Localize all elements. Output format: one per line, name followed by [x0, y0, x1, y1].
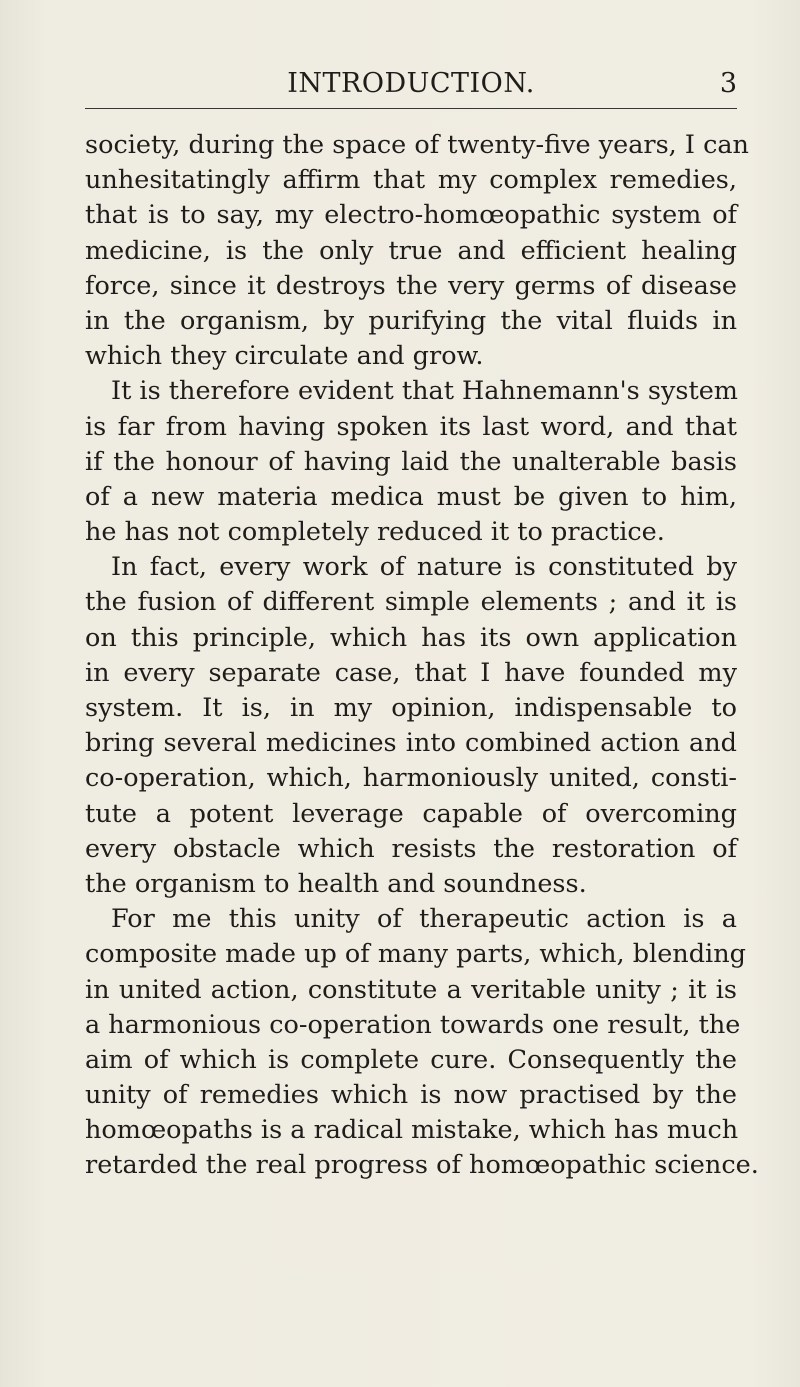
text-line: on this principle, which has its own application [85, 622, 737, 653]
header-rule [85, 108, 737, 109]
body-text [85, 128, 759, 1184]
text-line: the fusion of different simple elements ; and it is [85, 587, 737, 618]
text-line: co-operation, which, harmoniously united, consti- [85, 763, 737, 794]
text-line: every obstacle which resists the restoration of [85, 833, 737, 864]
text-line: unity of remedies which is now practised by the [85, 1080, 737, 1111]
text-line: a harmonious co-operation towards one result, the [85, 1009, 741, 1040]
text-line: the organism to health and soundness. [85, 868, 587, 899]
text-line: homœopaths is a radical mistake, which has much [85, 1115, 739, 1146]
paragraph-3 [85, 550, 737, 902]
text-line: tute a potent leverage capable of overcoming [85, 798, 737, 829]
text-line: in every separate case, that I have founded my [85, 657, 737, 688]
text-line: society, during the space of twenty-five years, I can [85, 130, 749, 160]
text-line: that is to say, my electro-homœopathic system of [85, 200, 737, 231]
text-line: aim of which is complete cure. Consequently the [85, 1044, 737, 1075]
running-head [85, 64, 737, 104]
text-line: retarded the real progress of homœopathic science. [85, 1150, 759, 1181]
text-line: In fact, every work of nature is constituted by [111, 552, 737, 583]
text-line: if the honour of having laid the unalterable basis [85, 446, 737, 477]
text-line: force, since it destroys the very germs of disease [85, 270, 737, 301]
text-line: which they circulate and grow. [85, 341, 484, 372]
text-line: of a new materia medica must be given to him, [85, 481, 737, 512]
text-line: he has not completely reduced it to practice. [85, 517, 665, 548]
text-line: unhesitatingly affirm that my complex remedies, [85, 165, 737, 196]
page-number: 3 [719, 68, 737, 99]
text-line: bring several medicines into combined action and [85, 728, 737, 759]
text-line: medicine, is the only true and efficient healing [85, 235, 737, 266]
text-line: system. It is, in my opinion, indispensable to [85, 693, 737, 723]
text-line: in the organism, by purifying the vital fluids in [85, 305, 737, 336]
text-line: It is therefore evident that Hahnemann's system [111, 376, 738, 407]
text-line: is far from having spoken its last word, and that [85, 411, 737, 442]
text-line: composite made up of many parts, which, blending [85, 939, 746, 970]
paragraph-2 [85, 374, 737, 550]
paragraph-1 [85, 128, 749, 374]
paragraph-4 [85, 902, 759, 1184]
text-line: in united action, constitute a veritable unity ; it is [85, 974, 737, 1005]
running-title: INTRODUCTION. [287, 68, 535, 99]
text-line: For me this unity of therapeutic action is a [111, 904, 737, 935]
